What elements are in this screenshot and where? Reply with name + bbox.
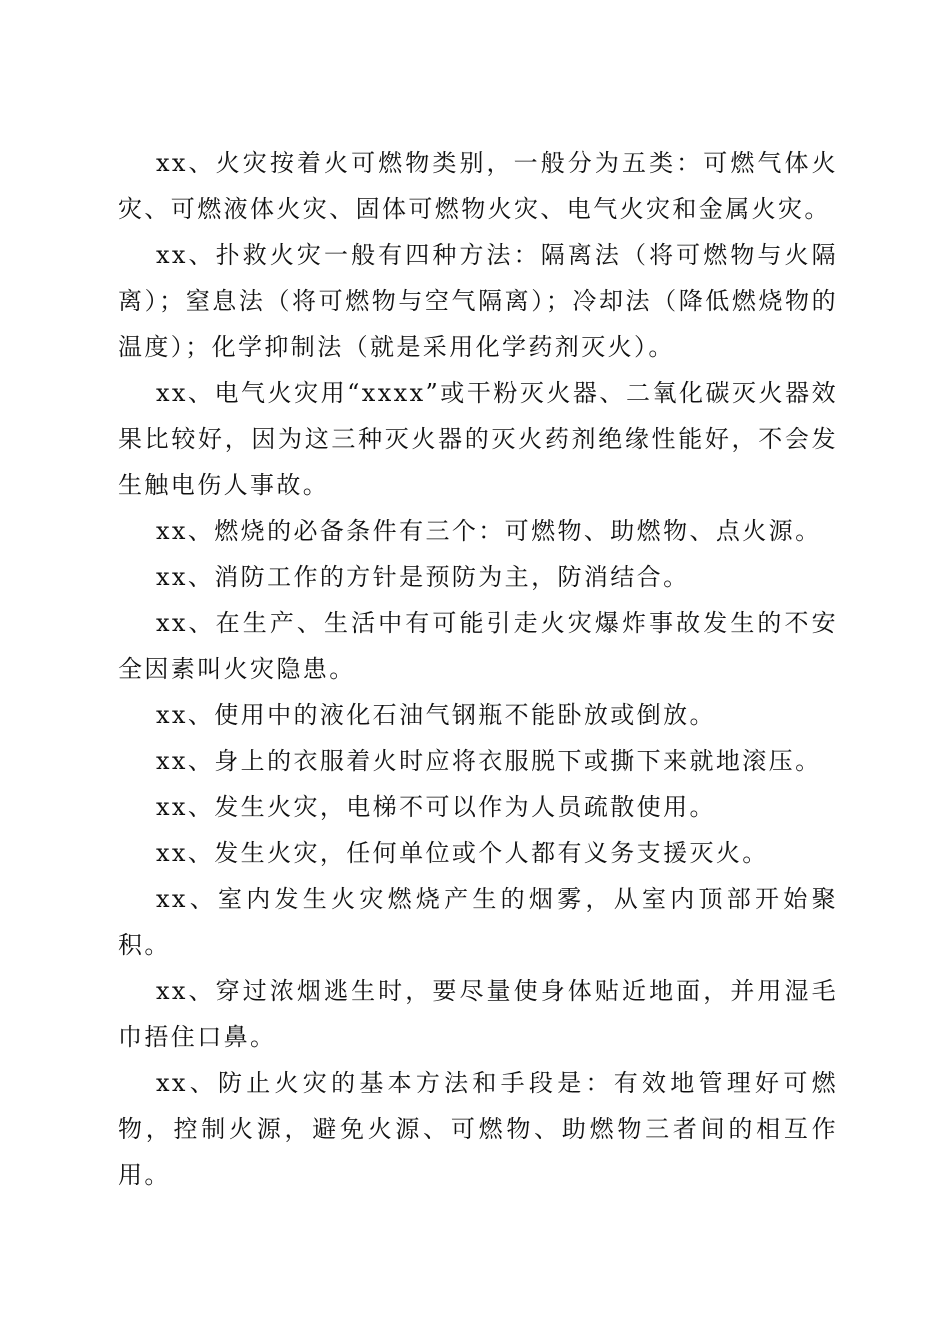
paragraph-clothes-on-fire: xx、身上的衣服着火时应将衣服脱下或撕下来就地滚压。 xyxy=(156,747,822,775)
paragraph-combustion-conditions: xx、燃烧的必备条件有三个：可燃物、助燃物、点火源。 xyxy=(156,517,822,545)
paragraph-smoke-accumulation: xx、室内发生火灾燃烧产生的烟雾，从室内顶部开始聚积。 xyxy=(118,885,838,959)
paragraph-extinguishing-methods: xx、扑救火灾一般有四种方法：隔离法（将可燃物与火隔离）；窒息法（将可燃物与空气隔离）；冷却法（降低燃烧物的温度）；化学抑制法（就是采用化学药剂灭火）。 xyxy=(118,241,838,361)
paragraph-fire-classes: xx、火灾按着火可燃物类别，一般分为五类：可燃气体火灾、可燃液体火灾、固体可燃物火灾、电气火灾和金属火灾。 xyxy=(118,149,838,223)
paragraph-lpg-cylinder: xx、使用中的液化石油气钢瓶不能卧放或倒放。 xyxy=(156,701,716,729)
paragraph-smoke-escape: xx、穿过浓烟逃生时，要尽量使身体贴近地面，并用湿毛巾捂住口鼻。 xyxy=(118,977,838,1051)
paragraph-electrical-fire: xx、电气火灾用“xxxx”或干粉灭火器、二氧化碳灭火器效果比较好，因为这三种灭火器的灭火药剂绝缘性能好，不会发生触电伤人事故。 xyxy=(118,379,838,499)
document-body xyxy=(118,140,838,1198)
paragraph-fire-hazards: xx、在生产、生活中有可能引走火灾爆炸事故发生的不安全因素叫火灾隐患。 xyxy=(118,609,838,683)
paragraph-elevator: xx、发生火灾，电梯不可以作为人员疏散使用。 xyxy=(156,793,716,821)
paragraph-fire-prevention: xx、防止火灾的基本方法和手段是：有效地管理好可燃物，控制火源，避免火源、可燃物、助燃物三者间的相互作用。 xyxy=(118,1069,838,1189)
paragraph-duty-to-assist: xx、发生火灾，任何单位或个人都有义务支援灭火。 xyxy=(156,839,769,867)
paragraph-fire-policy: xx、消防工作的方针是预防为主，防消结合。 xyxy=(156,563,690,591)
